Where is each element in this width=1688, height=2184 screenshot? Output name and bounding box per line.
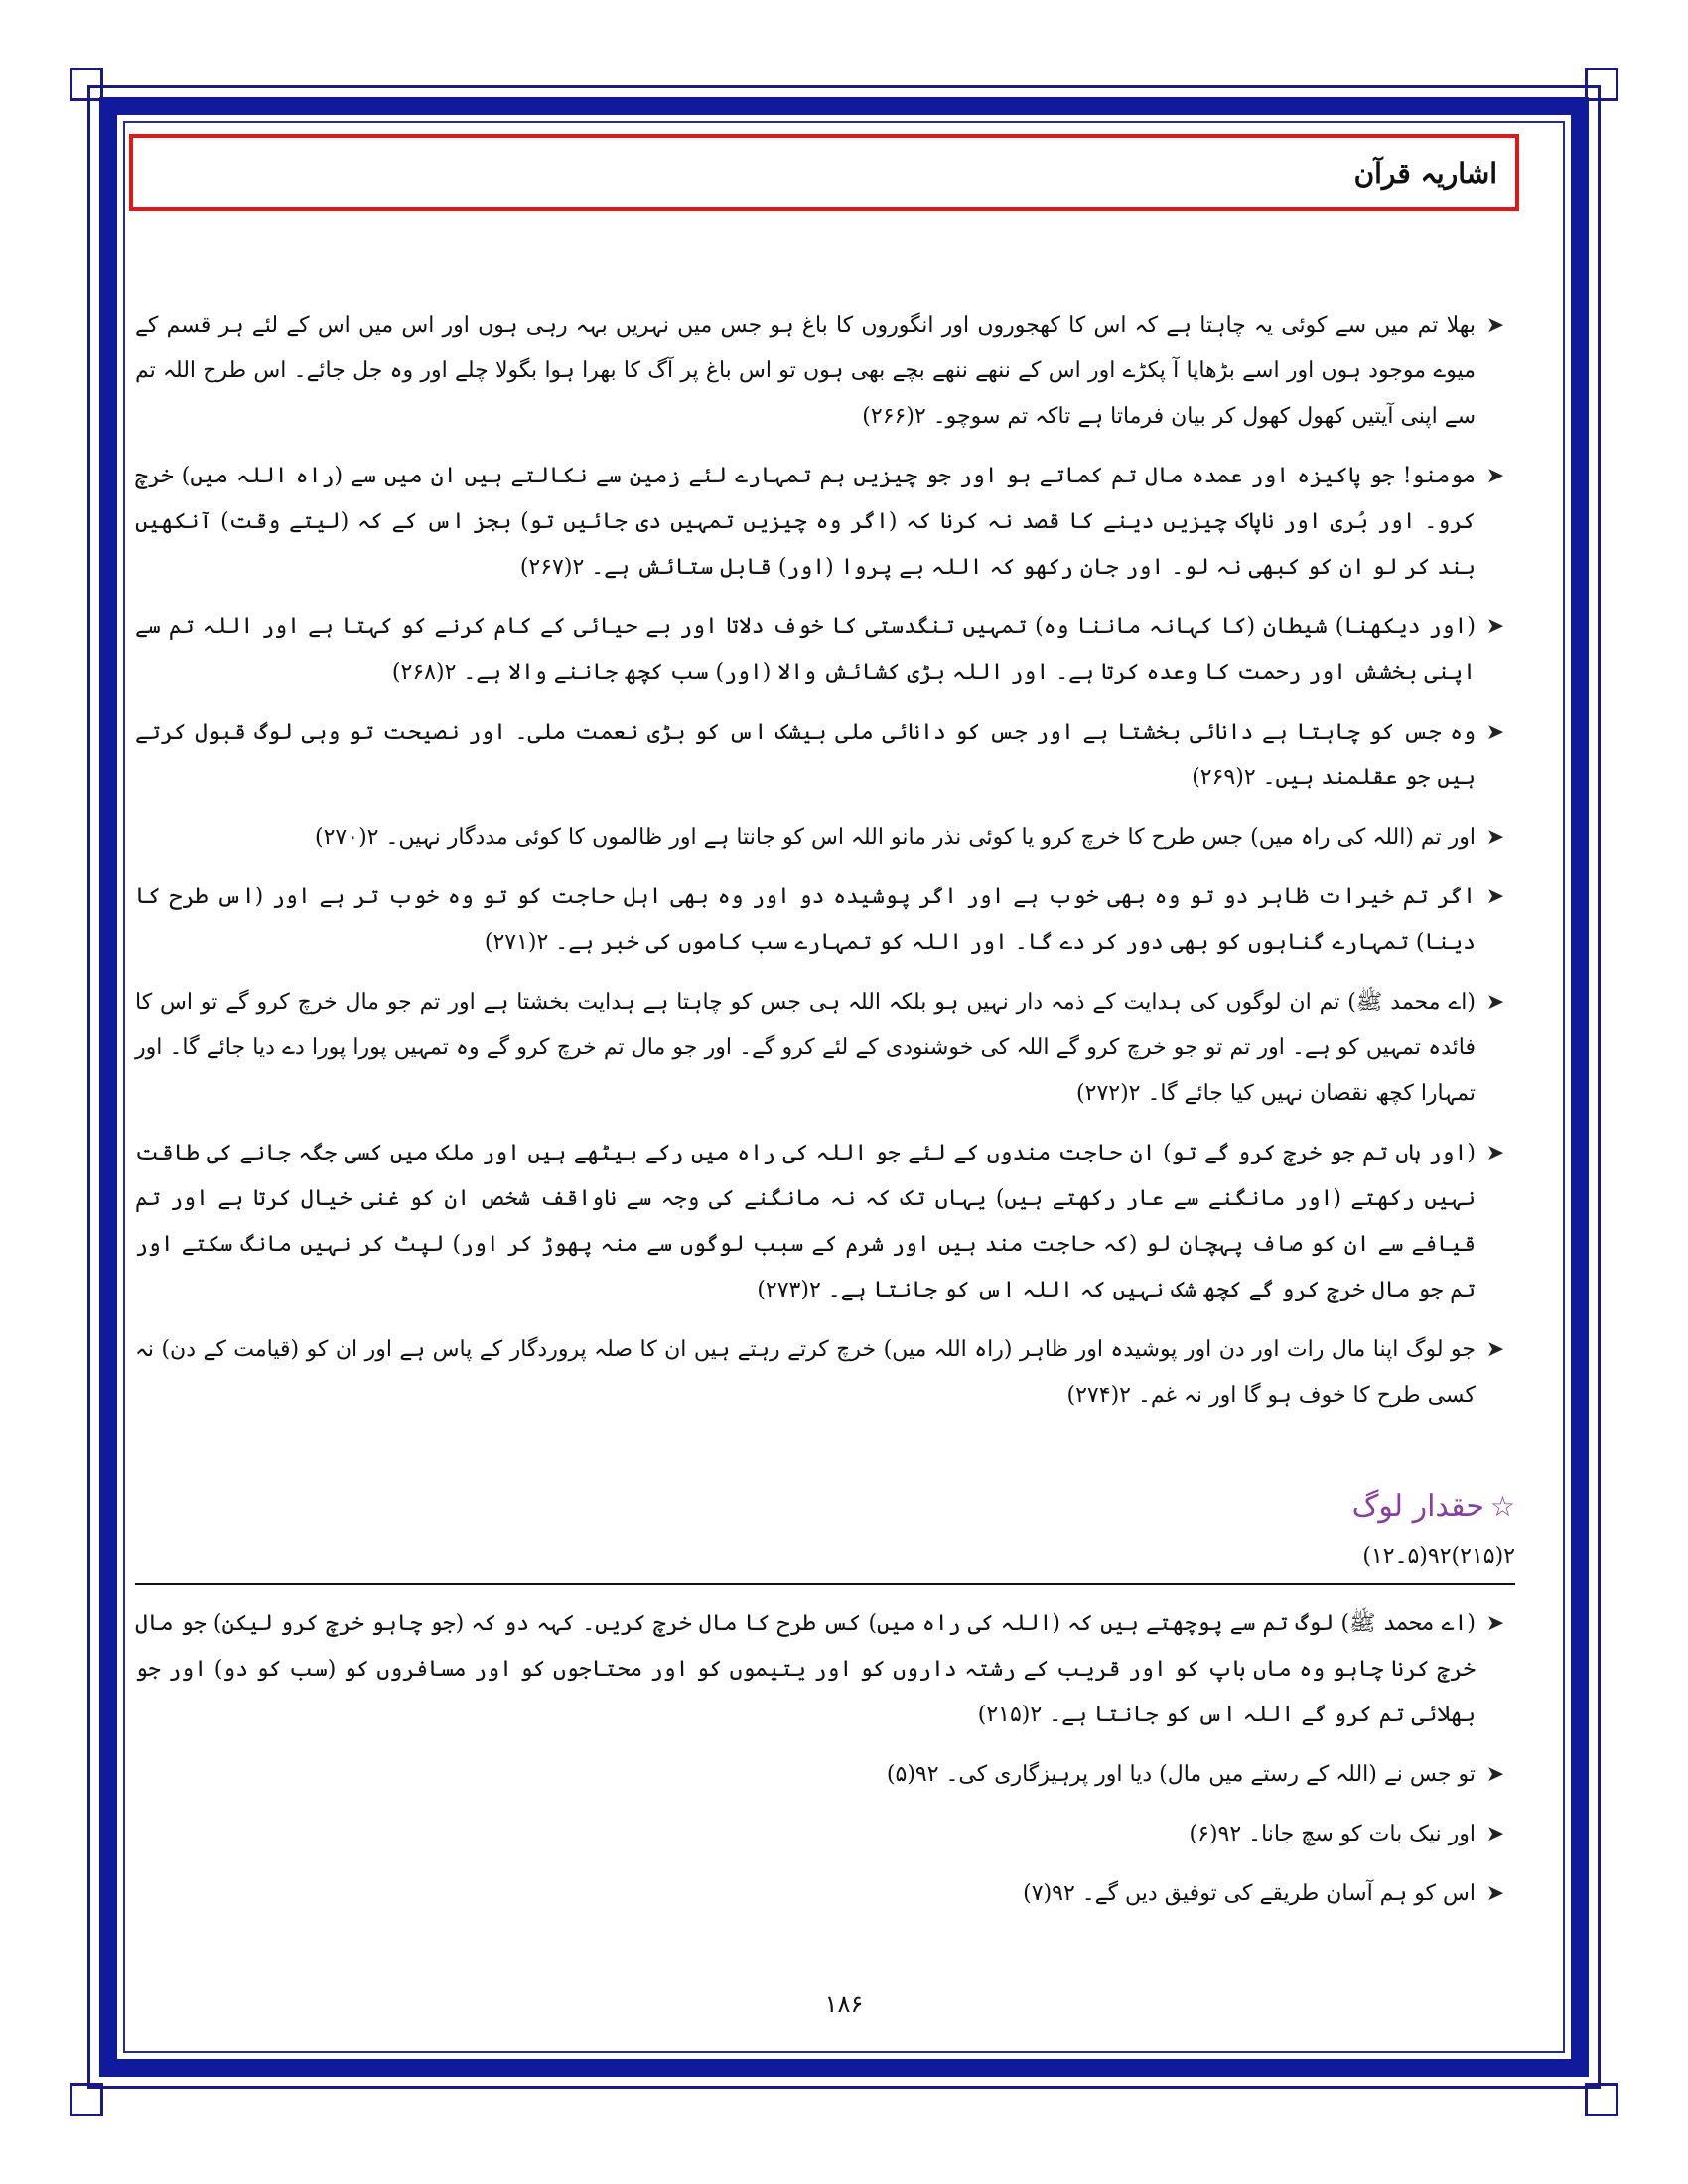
arrow-bullet-icon: ➤ bbox=[1485, 885, 1505, 909]
verse-text: (اے محمد ﷺ) لوگ تم سے پوچھتے ہیں کہ (اللہ کی راہ میں) کس طرح کا مال خرچ کریں۔ کہہ دو کہ (جو چاہو خرچ کرو لیکن) جو مال خرچ کرنا چاہو وہ ماں باپ کو اور قریب کے رشتہ داروں کو اور یتیموں کو اور محتاجوں کو اور مسافروں کو (سب کو دو) اور جو بھلائی تم کرو گے اللہ اس کو جانتا ہے۔ ۲(۲۱۵) bbox=[135, 1611, 1476, 1727]
arrow-bullet-icon: ➤ bbox=[1485, 990, 1505, 1015]
corner-ornament bbox=[70, 68, 103, 101]
verse-text: اس کو ہم آسان طریقے کی توفیق دیں گے۔ ۹۲(۷) bbox=[1023, 1881, 1476, 1906]
arrow-bullet-icon: ➤ bbox=[1485, 1762, 1505, 1787]
verse-text: جو لوگ اپنا مال رات اور دن اور پوشیدہ اور ظاہر (راہ اللہ میں) خرچ کرتے رہتے ہیں ان کا صلہ پروردگار کے پاس ہے اور ان کو (قیامت کے دن) نہ کسی طرح کا خوف ہو گا اور نہ غم۔ ۲(۲۷۴) bbox=[135, 1337, 1476, 1408]
list-item bbox=[135, 980, 1515, 1117]
list-item bbox=[135, 1327, 1515, 1419]
arrow-bullet-icon: ➤ bbox=[1485, 825, 1505, 850]
list-item bbox=[135, 1752, 1515, 1798]
list-item bbox=[135, 1131, 1515, 1313]
list-item bbox=[135, 454, 1515, 591]
verse-text: (اے محمد ﷺ) تم ان لوگوں کی ہدایت کے ذمہ دار نہیں ہو بلکہ اللہ ہی جس کو چاہتا ہے ہدایت بخشتا ہے اور تم جو مال خرچ کرو گے تو اس کا فائدہ تمہیں کو ہے۔ اور تم تو جو خرچ کرو گے اللہ کی خوشنودی کے لئے کرو گے۔ اور جو مال تم خرچ کرو گے وہ تمہیں پورا پورا دے دیا جائے گا۔ اور تمہارا کچھ نقصان نہیں کیا جائے گا۔ ۲(۲۷۲) bbox=[135, 990, 1476, 1106]
section-reference: ۲(۲۱۵)۹۲(۵۔۱۲) bbox=[1362, 1544, 1515, 1569]
corner-ornament bbox=[1585, 68, 1618, 101]
arrow-bullet-icon: ➤ bbox=[1485, 720, 1505, 745]
corner-ornament bbox=[1585, 2083, 1618, 2116]
list-item bbox=[135, 1601, 1515, 1738]
verse-text: بھلا تم میں سے کوئی یہ چاہتا ہے کہ اس کا کھجوروں اور انگوروں کا باغ ہو جس میں نہریں بہہ رہی ہوں اور اس میں اس کے لئے ہر قسم کے میوے موجود ہوں اور اسے بڑھاپا آ پکڑے اور اس کے ننھے ننھے بچے بھی ہوں تو اس باغ پر آگ کا بھرا ہوا بگولا چلے اور وہ جل جائے۔ اس طرح اللہ تم سے اپنی آیتیں کھول کھول کر بیان فرماتا ہے تاکہ تم سوچو۔ ۲(۲۶۶) bbox=[135, 313, 1476, 429]
arrow-bullet-icon: ➤ bbox=[1485, 1822, 1505, 1846]
divider bbox=[135, 1583, 1515, 1585]
list-item bbox=[135, 303, 1515, 440]
list-item bbox=[135, 1812, 1515, 1857]
arrow-bullet-icon: ➤ bbox=[1485, 1141, 1505, 1165]
page-number: ۱۸۶ bbox=[824, 1990, 864, 2018]
page-content bbox=[135, 134, 1549, 2020]
arrow-bullet-icon: ➤ bbox=[1485, 1611, 1505, 1636]
list-item bbox=[135, 875, 1515, 966]
arrow-bullet-icon: ➤ bbox=[1485, 464, 1505, 488]
arrow-bullet-icon: ➤ bbox=[1485, 1881, 1505, 1906]
verse-text: اگر تم خیرات ظاہر دو تو وہ بھی خوب ہے اور اگر پوشیدہ دو اور وہ بھی اہل حاجت کو تو وہ خوب تر ہے اور (اس طرح کا دینا) تمہارے گناہوں کو بھی دور کر دے گا۔ اور اللہ کو تمہارے سب کاموں کی خبر ہے۔ ۲(۲۷۱) bbox=[135, 885, 1476, 955]
header-box bbox=[129, 134, 1519, 211]
section2-verse-list bbox=[135, 1601, 1515, 1931]
list-item bbox=[135, 710, 1515, 801]
section-heading-text: حقدار لوگ bbox=[1351, 1489, 1484, 1524]
verse-text: مومنو! جو پاکیزہ اور عمدہ مال تم کماتے ہو اور جو چیزیں ہم تمہارے لئے زمین سے نکالتے ہیں ان میں سے (راہ اللہ میں) خرچ کرو۔ اور بُری اور ناپاک چیزیں دینے کا قصد نہ کرنا کہ (اگر وہ چیزیں تمہیں دی جائیں تو) بجز اس کے کہ (لیتے وقت) آنکھیں بند کر لو ان کو کبھی نہ لو۔ اور جان رکھو کہ اللہ بے پروا (اور) قابل ستائش ہے۔ ۲(۲۶۷) bbox=[135, 464, 1476, 580]
verse-text: وہ جس کو چاہتا ہے دانائی بخشتا ہے اور جس کو دانائی ملی بیشک اس کو بڑی نعمت ملی۔ اور نصیحت تو وہی لوگ قبول کرتے ہیں جو عقلمند ہیں۔ ۲(۲۶۹) bbox=[135, 720, 1476, 790]
verse-text: تو جس نے (اللہ کے رستے میں مال) دیا اور پرہیزگاری کی۔ ۹۲(۵) bbox=[886, 1762, 1476, 1787]
verse-text: (اور دیکھنا) شیطان (کا کہانہ ماننا وہ) تمہیں تنگدستی کا خوف دلاتا اور بے حیائی کے کام کرنے کو کہتا ہے اور اللہ تم سے اپنی بخشش اور رحمت کا وعدہ کرتا ہے۔ اور اللہ بڑی کشائش والا (اور) سب کچھ جاننے والا ہے۔ ۲(۲۶۸) bbox=[135, 614, 1476, 685]
arrow-bullet-icon: ➤ bbox=[1485, 313, 1505, 338]
arrow-bullet-icon: ➤ bbox=[1485, 1337, 1505, 1362]
corner-ornament bbox=[70, 2083, 103, 2116]
list-item bbox=[135, 1871, 1515, 1917]
section-heading bbox=[1352, 1489, 1515, 1524]
page-title: اشاریہ قرآن bbox=[1353, 156, 1497, 190]
star-icon: ☆ bbox=[1489, 1490, 1515, 1523]
verse-text: اور تم (اللہ کی راہ میں) جس طرح کا خرچ کرو یا کوئی نذر مانو اللہ اس کو جانتا ہے اور ظالموں کا کوئی مددگار نہیں۔ ۲(۲۷۰) bbox=[315, 825, 1476, 850]
arrow-bullet-icon: ➤ bbox=[1485, 614, 1505, 639]
verse-text: (اور ہاں تم جو خرچ کرو گے تو) ان حاجت مندوں کے لئے جو اللہ کی راہ میں رکے بیٹھے ہیں اور ملک میں کسی جگہ جانے کی طاقت نہیں رکھتے (اور مانگنے سے عار رکھتے ہیں) یہاں تک کہ نہ مانگنے کی وجہ سے ناواقف شخص ان کو غنی خیال کرتا ہے اور تم قیافے سے ان کو صاف پہچان لو (کہ حاجت مند ہیں اور شرم کے سبب لوگوں سے منہ پھوڑ کر اور) لپٹ کر نہیں مانگ سکتے اور تم جو مال خرچ کرو گے کچھ شک نہیں کہ اللہ اس کو جانتا ہے۔ ۲(۲۷۳) bbox=[135, 1141, 1476, 1302]
list-item bbox=[135, 605, 1515, 696]
verse-text: اور نیک بات کو سچ جانا۔ ۹۲(۶) bbox=[1189, 1822, 1476, 1846]
verse-list bbox=[135, 303, 1515, 1433]
list-item bbox=[135, 815, 1515, 861]
